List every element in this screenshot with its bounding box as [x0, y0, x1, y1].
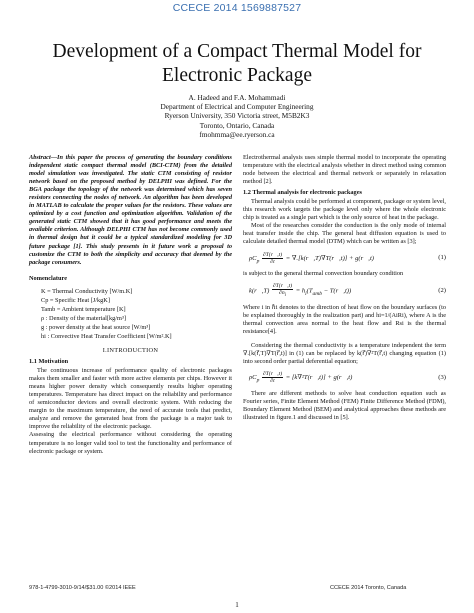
nomenclature-item: g : power density at the heat source [W/m³]: [41, 323, 151, 331]
motivation-heading: 1.1 Motivation: [29, 358, 69, 366]
equation-2-body: k(r⃗,T) $\frac{\partial T(r⃗,t)}{\partial n_i}$ = $h_i(T_{amb}$ − T(r⃗,t)): [249, 282, 352, 299]
nomenclature-item: K = Thermal Conductivity [W/m.K]: [41, 287, 133, 295]
thermal-analysis-heading: 1.2 Thermal analysis for electronic packages: [243, 189, 362, 197]
paper-title: [20, 40, 454, 88]
footer-isbn: 978-1-4799-3010-9/14/$31.00 ©2014 IEEE: [29, 585, 136, 591]
abstract-text: —In this paper the process of generating the boundary conditions independent static compact thermal model (BCI-CTM) from the detailed model simulation was investigated. The static CTM consisting of resistor network based on the proposed method by DELPHI was defined. For the BGA package the topology of the network was determined which has seven resistors connecting the nodes of network. An algorithm has been developed in MATLAB to calculate the proper values for the resistors. These values are optimized by a cost function and optimization algorithm. Validation of the generated static CTM showed that it has good performance and meets the available criterion. Although DELPHI CTM has not become commonly used in thermal design but it could be a typical standardized modeling for 3D future package [1]. This study presents in it future work a proposal to customize the CTM to both the simplicity and accuracy that deemed by the package consumers.: [29, 154, 232, 266]
author-department: Department of Electrical and Computer Engineering: [160, 102, 314, 112]
introduction-heading: I.INTRODUCTION: [102, 346, 159, 354]
equation-3-number: (3): [438, 374, 446, 382]
author-city: Toronto, Ontario, Canada: [199, 120, 275, 130]
equation-1-body: $\rho C_p$ $\frac{\partial T(r⃗,t)}{\partial t}$ = ∇.[k(r⃗,T)∇T(r⃗,t)] + g(r⃗,t): [249, 251, 374, 265]
thermal-paragraph-2: Most of the researches consider the conduction is the only mode of internal heat transfer inside the chip. The general heat diffusion equation is used to calculate detailed thermal model (DTM) which can be written as [3];: [243, 222, 446, 246]
equation-2-explanation: Where i in ℏi denotes to the direction of heat flow on the boundary surfaces (to be explained thoroughly in the realization part) and hi=1/(AiRi), where A is the thermal convection area normal to the heat flow and Rsi is the thermal resistance[4].: [243, 304, 446, 336]
right-column: [243, 154, 446, 422]
left-column: [29, 154, 232, 456]
thermal-paragraph-1: Thermal analysis could be performed at component, package or system level, this research work targets the package level only where the whole electronic chip is treated as a single part which is the only source of heat in the package.: [243, 198, 446, 222]
title-line-1: Development of a Compact Thermal Model for: [52, 41, 422, 62]
equation-2-number: (2): [438, 286, 446, 294]
motivation-paragraph-2: Assessing the electrical performance without considering the operating temperature is no longer valid tool to test the functionality and performance of electronic package or system.: [29, 431, 232, 455]
footer-conference: CCECE 2014 Toronto, Canada: [330, 585, 407, 591]
conductivity-paragraph: Considering the thermal conductivity is a temperature independent the term ∇.[k(r⃗,T)∇T(r⃗,t)] in (1) can be replaced by k(r⃗)∇²T(r⃗,t) changing equation (1) into second order partial deferential equation;: [243, 342, 446, 366]
electrothermal-paragraph: Electrothermal analysis uses simple thermal model to incorporate the operating temperature with the electrical analysis whether in direct method using common node between the electrical and thermal network or separately in relaxation method [2].: [243, 154, 446, 186]
motivation-paragraph-1: The continuous increase of performance quality of electronic packages makes them smaller and faster with more active elements per chips. However it means higher power density which consequently results higher operating temperatures. Temperature has direct impact on the reliability and performance of semiconductor devices and overall electronic system. With reducing the margin to the maximum temperature, the need of accurate tools that predict, analyze and remove the generated heat from the package is a major task to improve the reliability of the electronic package.: [29, 367, 232, 431]
page-number: 1: [235, 601, 239, 609]
author-names: A. Hadeed and F.A. Mohammadi: [188, 93, 286, 102]
equation-2: [243, 283, 446, 299]
nomenclature-item: Cp = Specific Heat [J/kgK]: [41, 296, 110, 304]
conference-watermark: CCECE 2014 1569887527: [172, 2, 302, 14]
equation-1: [243, 252, 446, 265]
nomenclature-heading: Nomenclature: [29, 274, 68, 282]
nomenclature-item: hi : Convective Heat Transfer Coefficient [W/m².K]: [41, 332, 172, 340]
author-email: fmohmma@ee.ryerson.ca: [199, 129, 275, 139]
equation-3-body: $\rho C_p$ $\frac{\partial T(r⃗,t)}{\partial t}$ = [k∇²T(r⃗,t)] + g(r⃗,t): [249, 371, 353, 385]
methods-paragraph: There are different methods to solve heat conduction equation such as Fourier series, Finite Element Method (FEM) Finite Difference Method (FDM), Boundary Element Method (BEM) and analytical approaches these methods are illustrated in figure.1 and discussed in [5].: [243, 389, 446, 421]
equation-1-number: (1): [438, 254, 446, 262]
abstract-label: Abstract: [29, 154, 51, 161]
nomenclature-item: ρ : Density of the material[kg/m³]: [41, 314, 126, 322]
nomenclature-item: Tamb = Ambient temperature [K]: [41, 305, 126, 313]
equation-1-text: is subject to the general thermal convection boundary condition: [243, 269, 404, 277]
equation-3: [243, 371, 446, 384]
title-line-2: Electronic Package: [162, 65, 312, 86]
author-block: [100, 93, 374, 139]
author-university: Ryerson University, 350 Victoria street, M5B2K3: [164, 111, 310, 121]
abstract: [29, 154, 232, 267]
